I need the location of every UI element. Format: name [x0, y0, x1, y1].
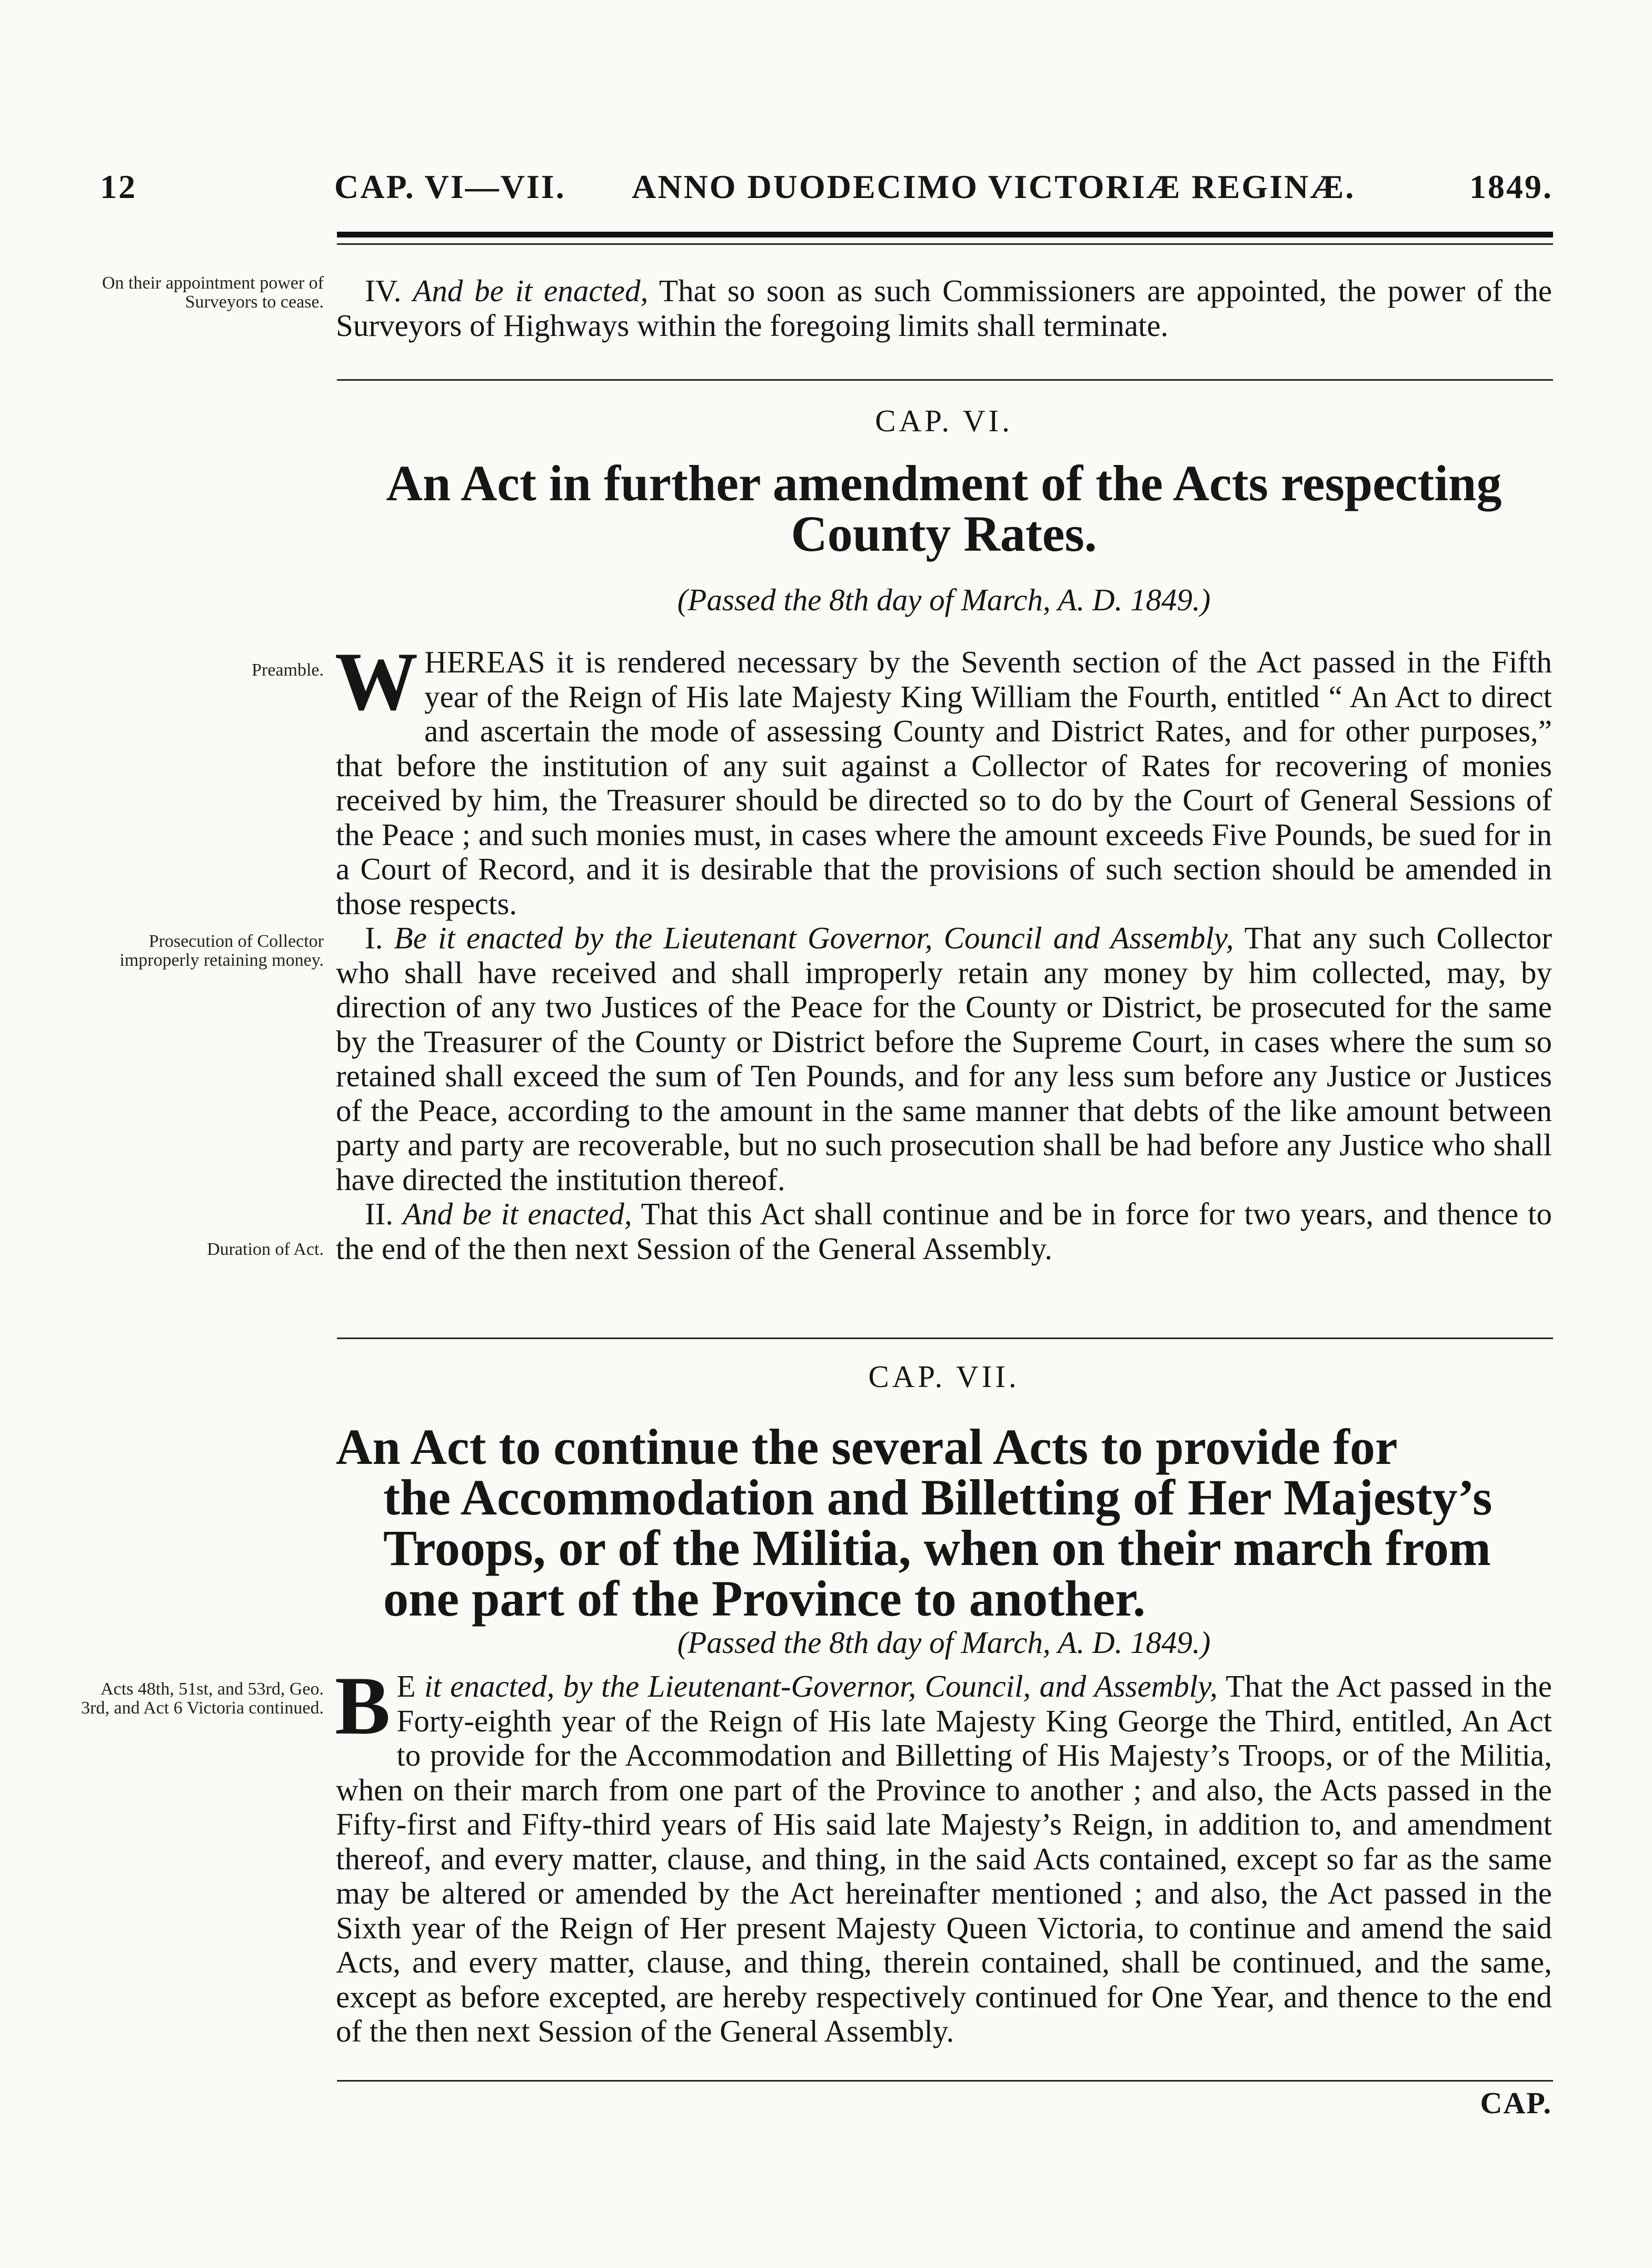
margin-note-preamble: Preamble.: [252, 660, 324, 680]
closing-rule: [337, 2080, 1553, 2082]
section-1-text: That any such Collector who shall have received and shall improperly retain any money by him collected, may, by direction of any two Justices of the Peace for the County or District, be prosecuted for the same by the Treasurer of the County or District before the Supreme Court, in cases where the sum so retained shall exceed the sum of Ten Pounds, and for any less sum before any Justice or Justices of the Peace, according to the amount in the same manner that debts of the like amount between party and party are recoverable, but no such prosecution shall be had before any Justice who shall have directed the institution thereof.: [336, 920, 1553, 1197]
section-iv-lead: IV.: [365, 273, 402, 308]
cap-vii-passed: (Passed the 8th day of March, A. D. 1849.): [677, 1625, 1211, 1660]
cap-vi-title-line2: County Rates.: [791, 506, 1097, 562]
preamble-dropcap: W: [335, 636, 418, 728]
margin-note-prosecution: Prosecution of Collector improperly retaining money.: [120, 932, 324, 970]
enactment-first-letter: E: [396, 1669, 416, 1704]
cap-vi-passed: (Passed the 8th day of March, A. D. 1849.): [677, 582, 1211, 617]
cap-vi-section-1: [336, 921, 1552, 1197]
cap-vii-title: [336, 1419, 1552, 1627]
cap-divider: [337, 1338, 1553, 1339]
section-iv-enacting: And be it enacted,: [413, 273, 649, 308]
margin-note-duration: Duration of Act.: [207, 1240, 324, 1259]
cap-vi-section-2: [336, 1197, 1552, 1266]
cap-vii-enacting: it enacted, by the Lieutenant-Governor, Council, and Assembly,: [424, 1669, 1218, 1704]
preamble-text: HEREAS it is rendered necessary by the Seventh section of the Act passed in the Fifth year of the Reign of His late Majesty King William the Fourth, entitled “ An Act to direct and ascertain the mode of assessing County and District Rates, and for other purposes,” that before the institution of any suit against a Collector of Rates for recovering of monies received by him, the Treasurer should be directed so to do by the Court of General Sessions of the Peace ; and such monies must, in cases where the amount exceeds Five Pounds, be sued for in a Court of Record, and it is desirable that the provisions of such section should be amended in those respects.: [336, 645, 1552, 921]
cap-vii-title-line3: Troops, or of the Militia, when on their march from: [383, 1520, 1491, 1576]
section-2-text: That this Act shall continue and be in force for two years, and thence to the end of the then next Session of the General Assembly.: [336, 1196, 1553, 1266]
running-header: [100, 167, 1553, 215]
cap-vi-heading: CAP. VI.: [875, 403, 1013, 438]
header-year: 1849.: [1469, 168, 1553, 205]
cap-vi-title-line1: An Act in further amendment of the Acts respecting: [386, 455, 1502, 511]
running-title: ANNO DUODECIMO VICTORIÆ REGINÆ.: [632, 168, 1356, 205]
cap-vi-preamble: [335, 636, 1552, 921]
cap-vi-body: [335, 636, 1553, 1266]
section-2-enacting: And be it enacted,: [403, 1196, 632, 1231]
header-rule-thin: [337, 243, 1553, 245]
section-1-enacting: Be it enacted by the Lieutenant Governor, Council and Assembly,: [394, 920, 1234, 955]
cap-vii-title-line1: An Act to continue the several Acts to provide for: [336, 1419, 1398, 1475]
cap-vii-title-line4: one part of the Province to another.: [383, 1570, 1146, 1627]
cap-vii-title-line2: the Accommodation and Billetting of Her Majesty’s: [383, 1469, 1492, 1526]
catchword: CAP.: [1480, 2086, 1552, 2120]
section-2-lead: II.: [365, 1196, 394, 1231]
section-iv-text: That so soon as such Commissioners are appointed, the power of the Surveyors of Highways within the foregoing limits shall terminate.: [336, 273, 1553, 343]
cap-vii-enactment: [335, 1660, 1552, 2049]
section-1-lead: I.: [365, 920, 383, 955]
cap-vi-title: [336, 455, 1552, 562]
enactment-dropcap: B: [335, 1660, 391, 1752]
margin-note-acts-continued: Acts 48th, 51st, and 53rd, Geo. 3rd, and Act 6 Victoria continued.: [81, 1679, 324, 1718]
chapter-range: CAP. VI—VII.: [334, 168, 566, 205]
cap-vii-heading: CAP. VII.: [868, 1359, 1020, 1394]
section-iv: [336, 274, 1552, 343]
header-rule-thick: [337, 232, 1553, 237]
margin-note-surveyors: On their appointment power of Surveyors to cease.: [102, 273, 324, 312]
cap-vii-body: [335, 1660, 1552, 2049]
page-number: 12: [100, 168, 137, 205]
cap-vii-text: That the Act passed in the Forty-eighth year of the Reign of His late Majesty King George the Third, entitled, An Act to provide for the Accommodation and Billetting of His Majesty’s Troops, or of the Militia, when on their march from one part of the Province to another ; and also, the Acts passed in the Fifty-first and Fifty-third years of His said late Majesty’s Reign, in addition to, and amendment thereof, and every matter, clause, and thing, in the said Acts contained, except so far as the same may be altered or amended by the Act hereinafter mentioned ; and also, the Act passed in the Sixth year of the Reign of Her present Majesty Queen Victoria, to continue and amend the said Acts, and every matter, clause, and thing, therein contained, shall be continued, and the same, except as before excepted, are hereby respectively continued for One Year, and thence to the end of the then next Session of the General Assembly.: [336, 1669, 1552, 2048]
section-divider: [337, 379, 1553, 381]
